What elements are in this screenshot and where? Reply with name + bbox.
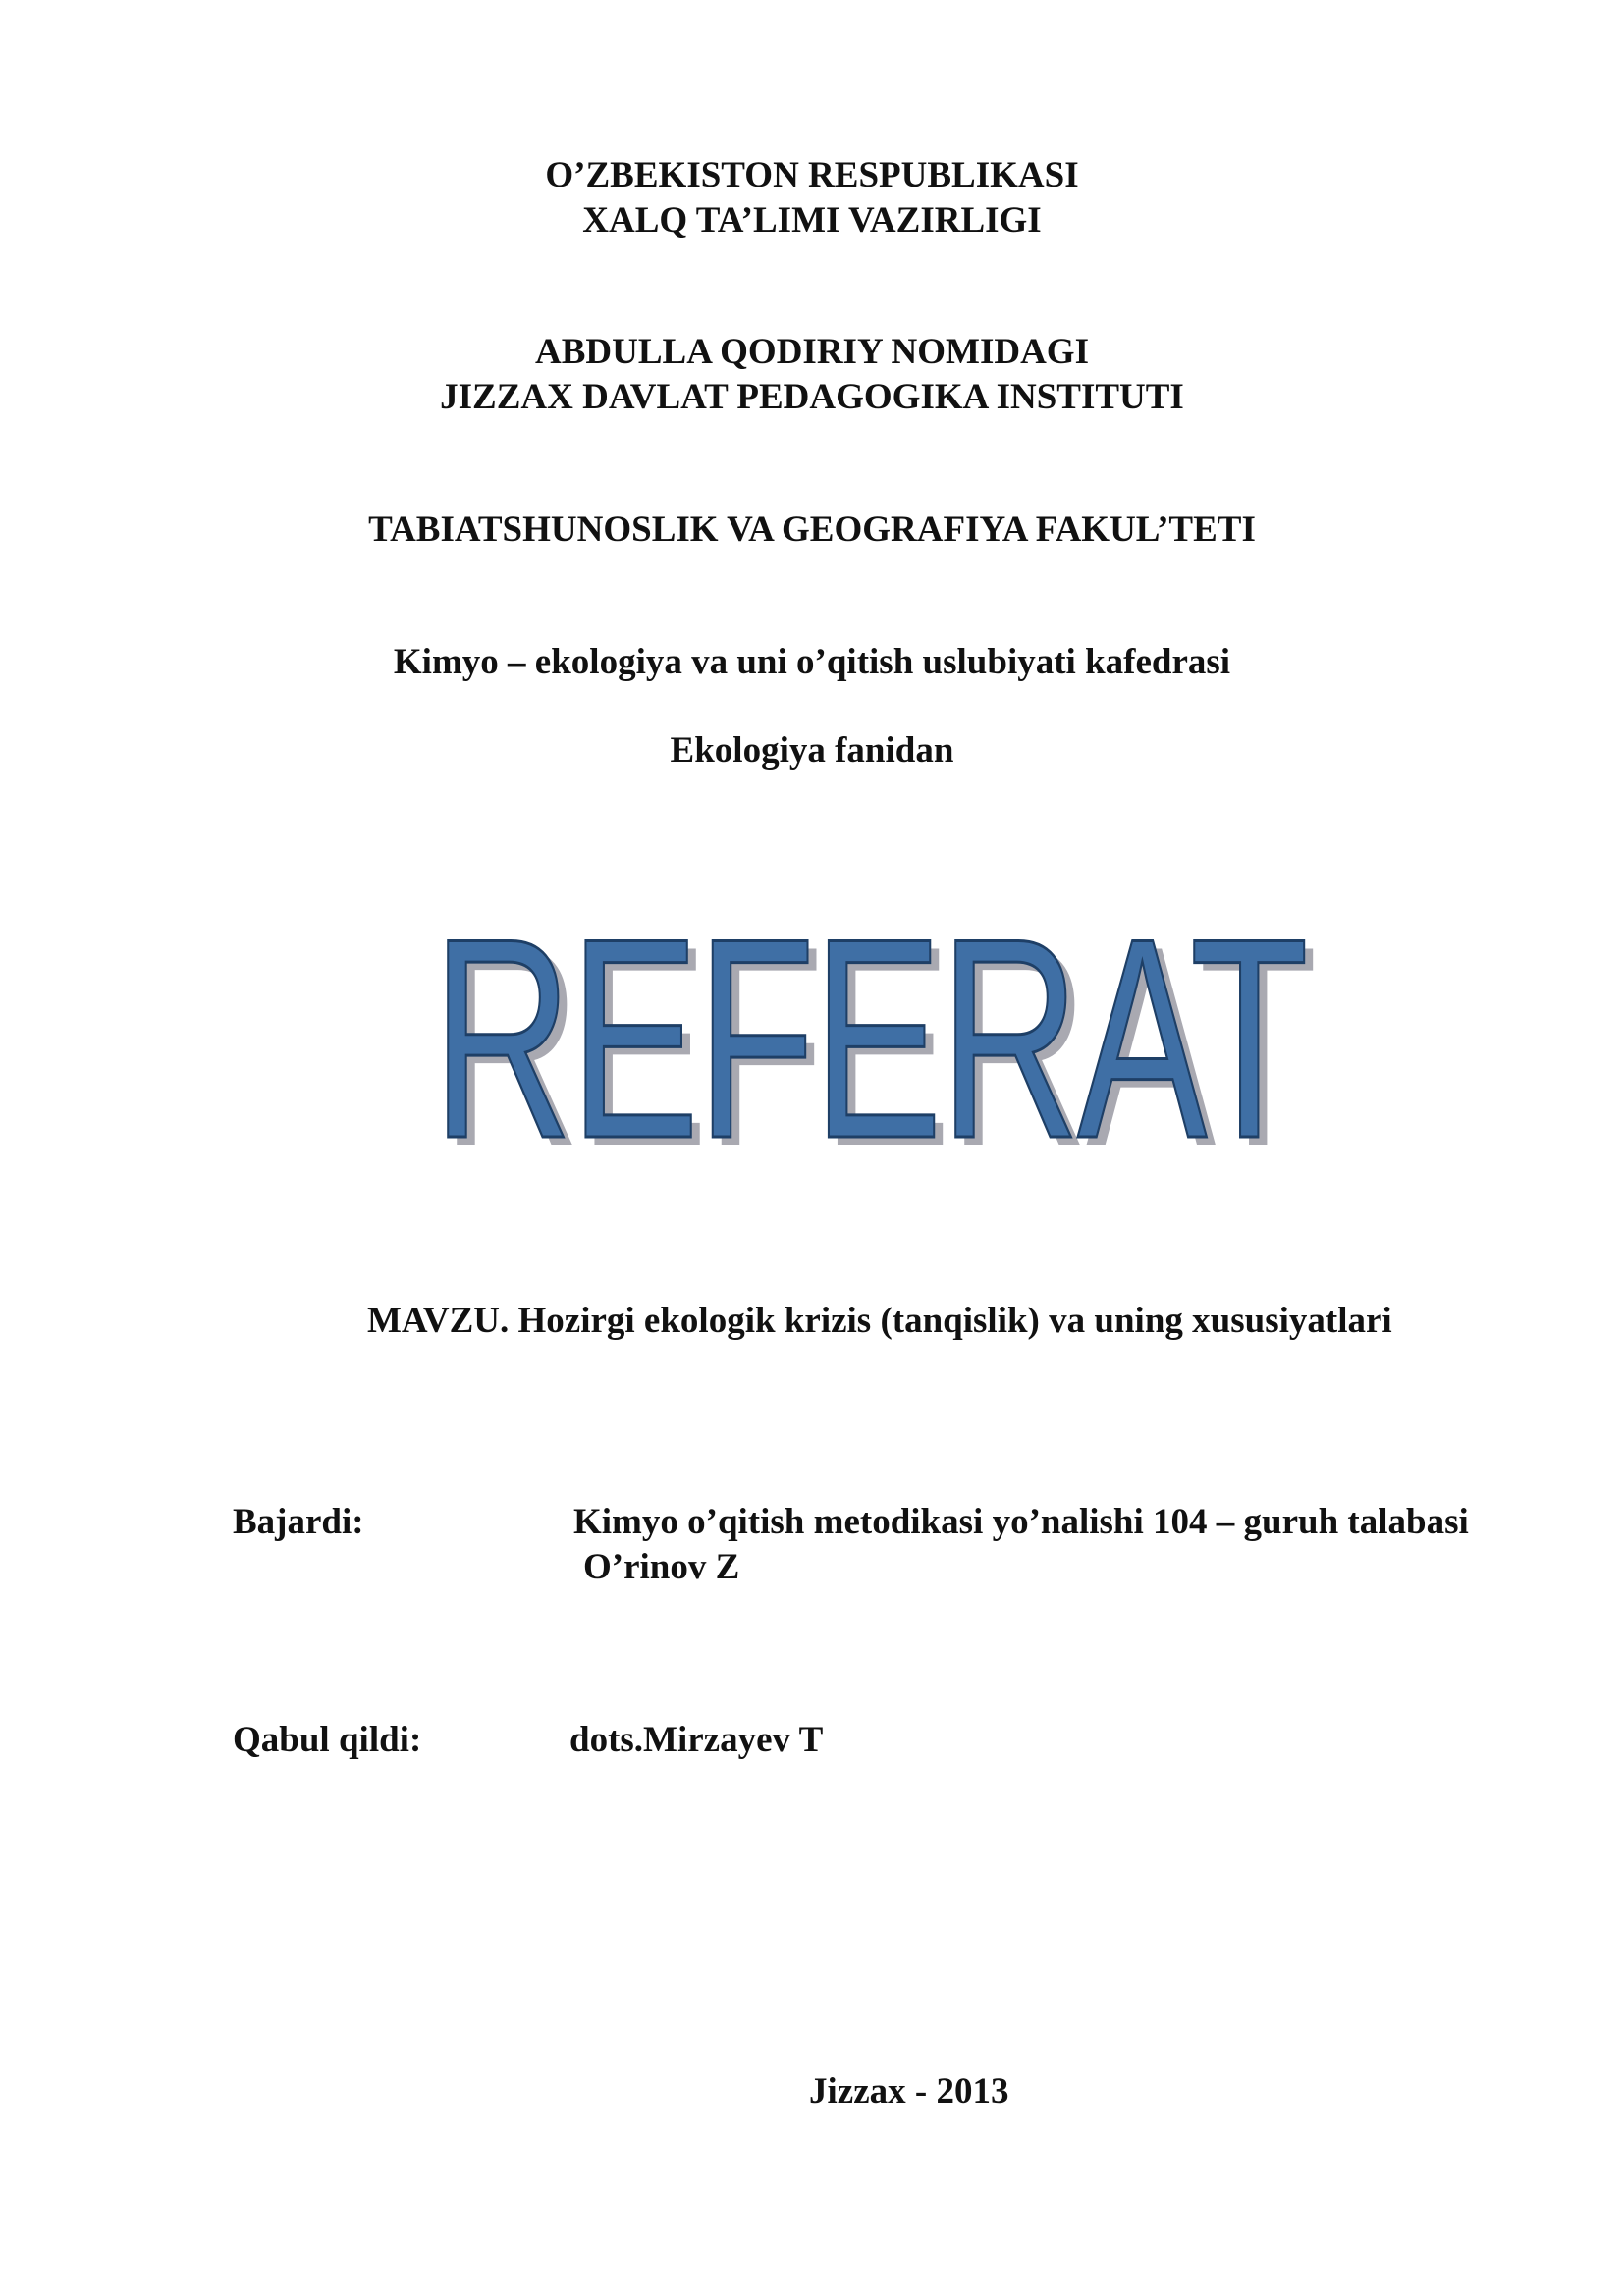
subject-name: Ekologiya fanidan bbox=[670, 730, 954, 771]
performer-description: Kimyo o’qitish metodikasi yo’nalishi 104 – guruh talabasi bbox=[573, 1502, 1469, 1542]
referat-title-shadow: REFERAT bbox=[441, 887, 1315, 1168]
reviewer-name: dots.Mirzayev T bbox=[569, 1720, 824, 1760]
department-name: Kimyo – ekologiya va uni o’qitish uslubiyati kafedrasi bbox=[393, 642, 1231, 682]
institute-line-2: JIZZAX DAVLAT PEDAGOGIKA INSTITUTI bbox=[440, 377, 1184, 417]
institute-line-1: ABDULLA QODIRIY NOMIDAGI bbox=[535, 332, 1089, 372]
reviewer-label: Qabul qildi: bbox=[233, 1720, 422, 1760]
faculty-name: TABIATSHUNOSLIK VA GEOGRAFIYA FAKUL’TETI bbox=[368, 509, 1256, 550]
ministry-line-2: XALQ TA’LIMI VAZIRLIGI bbox=[582, 200, 1042, 240]
performer-name: O’rinov Z bbox=[583, 1547, 740, 1587]
performer-label: Bajardi: bbox=[233, 1502, 364, 1542]
referat-title-art bbox=[412, 883, 1326, 1168]
topic-line: MAVZU. Hozirgi ekologik krizis (tanqislik) va uning xususiyatlari bbox=[367, 1301, 1392, 1341]
city-year-footer: Jizzax - 2013 bbox=[809, 2071, 1009, 2111]
ministry-line-1: O’ZBEKISTON RESPUBLIKASI bbox=[545, 155, 1079, 195]
referat-title-text: REFERAT bbox=[432, 883, 1306, 1168]
